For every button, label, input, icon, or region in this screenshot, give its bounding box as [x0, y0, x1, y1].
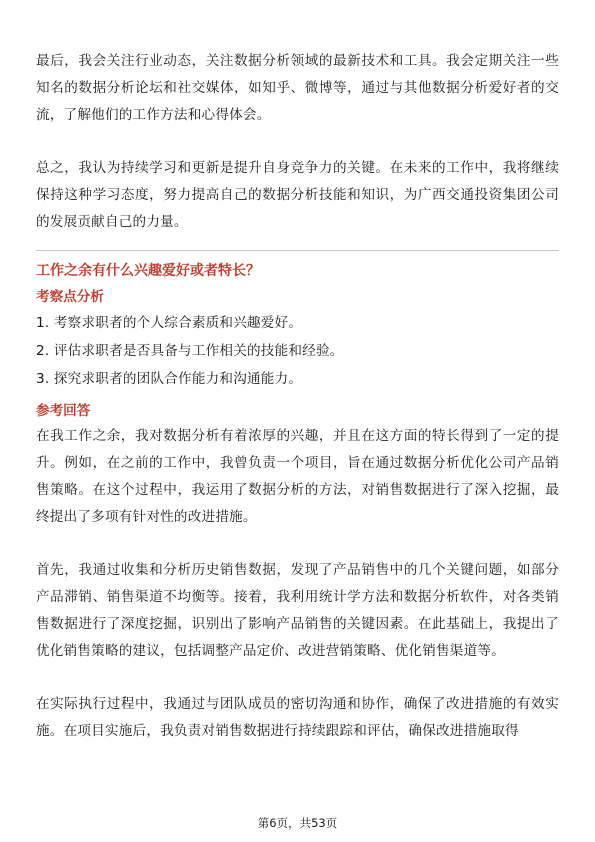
- list-item: 1. 考察求职者的个人综合素质和兴趣爱好。: [36, 315, 303, 331]
- analysis-heading: 考察点分析: [36, 289, 104, 305]
- page-number: 第6页，共53页: [257, 816, 338, 830]
- list-item: 2. 评估求职者是否具备与工作相关的技能和经验。: [36, 343, 344, 359]
- list-item: 3. 探究求职者的团队合作能力和沟通能力。: [36, 371, 303, 387]
- answer-paragraph-intro: 在我工作之余，我对数据分析有着浓厚的兴趣，并且在这方面的特长得到了一定的提升。例如，在之前的工作中，我曾负责一个项目，旨在通过数据分析优化公司产品销售策略。在这个过程中，我运用了数据分析的方法，对销售数据进行了深入挖掘，最终提出了多项有针对性的改进措施。: [36, 428, 559, 525]
- answer-paragraph-first: 首先，我通过收集和分析历史销售数据，发现了产品销售中的几个关键问题，如部分产品滞销、销售渠道不均衡等。接着，我利用统计学方法和数据分析软件，对各类销售数据进行了深度挖掘，识别出了影响产品销售的关键因素。在此基础上，我提出了优化销售策略的建议，包括调整产品定价、改进营销策略、优化销售渠道等。: [36, 562, 559, 659]
- answer-heading: 参考回答: [36, 403, 91, 419]
- paragraph-conclusion: 总之，我认为持续学习和更新是提升自身竞争力的关键。在未来的工作中，我将继续保持这种学习态度，努力提高自己的数据分析技能和知识，为广西交通投资集团公司的发展贡献自己的力量。: [36, 160, 559, 230]
- answer-paragraph-execution: 在实际执行过程中，我通过与团队成员的密切沟通和协作，确保了改进措施的有效实施。在项目实施后，我负责对销售数据进行持续跟踪和评估，确保改进措施取得: [36, 696, 559, 739]
- document-page: [36, 48, 559, 745]
- interview-question: 工作之余有什么兴趣爱好或者特长？: [36, 263, 260, 279]
- analysis-list: [36, 309, 559, 393]
- paragraph-follow-industry: 最后，我会关注行业动态，关注数据分析领域的最新技术和工具。我会定期关注一些知名的数据分析论坛和社交媒体，如知乎、微博等，通过与其他数据分析爱好者的交流，了解他们的工作方法和心得体会。: [36, 53, 559, 123]
- section-divider: [36, 250, 559, 251]
